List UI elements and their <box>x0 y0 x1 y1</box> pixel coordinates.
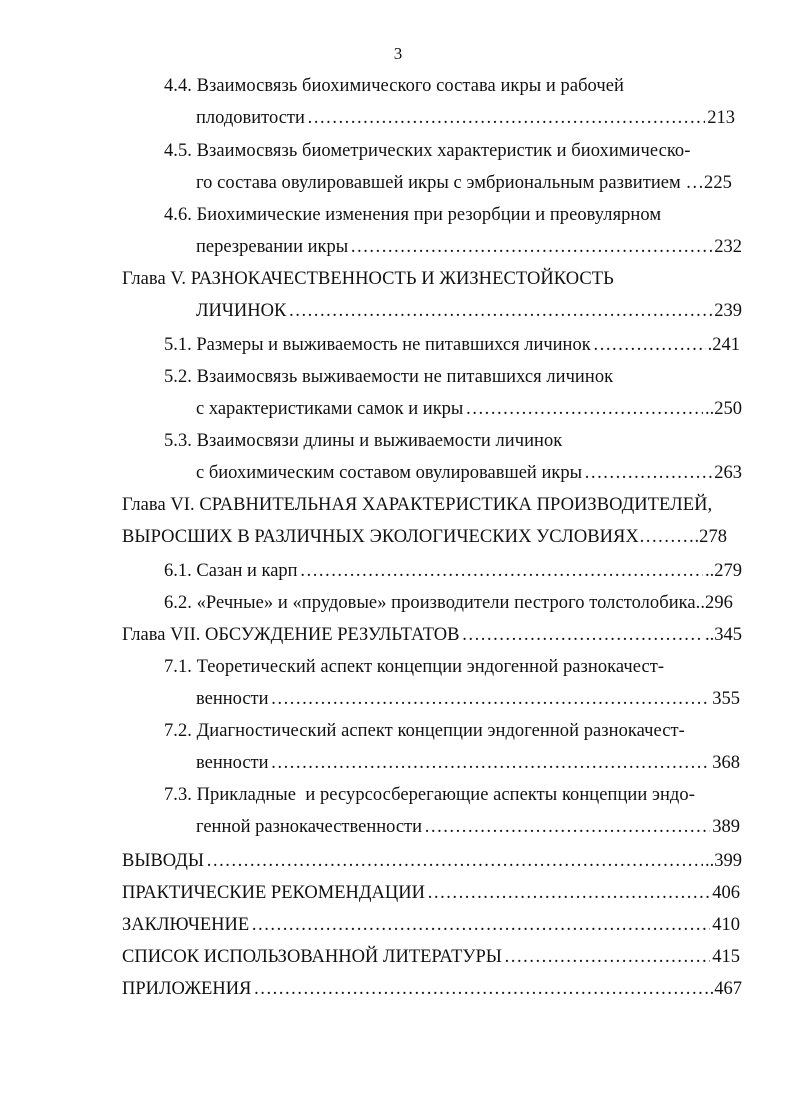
dot-leader <box>504 946 710 968</box>
toc-entry <box>164 334 740 356</box>
dot-leader <box>584 462 712 484</box>
toc-entry-page: 355 <box>712 689 740 709</box>
toc-entry-title: перезревании икры <box>196 237 349 257</box>
toc-entry <box>196 236 742 258</box>
dot-leader <box>461 624 703 646</box>
toc-entry-line: 4.6. Биохимические изменения при резорбции и преовулярном <box>164 205 662 225</box>
dot-leader <box>427 882 710 904</box>
toc-entry-page: ..250 <box>705 399 742 419</box>
toc-entry-page: ..279 <box>705 561 742 581</box>
toc-entry-page: ..345 <box>705 625 742 645</box>
toc-entry <box>122 882 740 904</box>
toc-entry-title: ПРИЛОЖЕНИЯ <box>122 979 252 999</box>
toc-entry-page: .467 <box>709 979 742 999</box>
dot-leader <box>300 560 703 582</box>
toc-entry-line: ВЫРОСШИХ В РАЗЛИЧНЫХ ЭКОЛОГИЧЕСКИХ УСЛОВИЯХ……….278 <box>122 527 728 547</box>
toc-entry-line: 4.5. Взаимосвязь биометрических характеристик и биохимическо- <box>164 141 691 161</box>
toc-entry <box>196 300 742 322</box>
toc-entry-page: ..399 <box>705 851 742 871</box>
toc-entry-page: .241 <box>707 335 740 355</box>
toc-entry-line: 7.1. Теоретический аспект концепции эндогенной разнокачест- <box>164 657 665 677</box>
toc-entry <box>122 850 742 872</box>
toc-entry-title: ЗАКЛЮЧЕНИЕ <box>122 915 250 935</box>
toc-entry-title: с биохимическим составом овулировавшей икры <box>196 463 583 483</box>
toc-entry-title: с характеристиками самок и икры <box>196 399 464 419</box>
toc-entry <box>122 978 742 1000</box>
toc-entry-page: 389 <box>712 817 740 837</box>
toc-entry <box>196 398 742 420</box>
toc-entry-page: 213 <box>707 108 735 128</box>
toc-entry-line: 5.3. Взаимосвязи длины и выживаемости личинок <box>164 431 563 451</box>
dot-leader <box>465 398 703 420</box>
toc-entry-title: венности <box>196 753 269 773</box>
toc-entry-line: 6.2. «Речные» и «прудовые» производители пестрого толстолобика..296 <box>164 593 733 613</box>
toc-entry-page: 415 <box>712 947 740 967</box>
toc-entry <box>196 688 740 710</box>
dot-leader <box>593 334 706 356</box>
toc-entry-line: го состава овулировавшей икры с эмбриональным развитием …225 <box>196 173 732 193</box>
page-number: 3 <box>393 44 403 63</box>
toc-entry-page: 368 <box>712 753 740 773</box>
toc-entry-title: ПРАКТИЧЕСКИЕ РЕКОМЕНДАЦИИ <box>122 883 425 903</box>
toc-entry-page: 263 <box>714 463 742 483</box>
dot-leader <box>350 236 712 258</box>
toc-entry-line: 7.3. Прикладные и ресурсосберегающие аспекты концепции эндо- <box>164 785 695 805</box>
toc-entry <box>196 752 740 774</box>
toc-entry-title: 6.1. Сазан и карп <box>164 561 298 581</box>
toc-entry-page: 406 <box>712 883 740 903</box>
dot-leader <box>288 300 712 322</box>
dot-leader <box>424 816 710 838</box>
toc-entry <box>196 816 740 838</box>
dot-leader <box>253 978 707 1000</box>
toc-entry-page: 239 <box>714 301 742 321</box>
dot-leader <box>251 914 710 936</box>
toc-entry-title: венности <box>196 689 269 709</box>
toc-entry <box>196 107 735 129</box>
toc-entry-title: ЛИЧИНОК <box>196 301 287 321</box>
toc-entry-line: 5.2. Взаимосвязь выживаемости не питавшихся личинок <box>164 367 614 387</box>
toc-entry-title: плодовитости <box>196 108 305 128</box>
toc-entry-line: 4.4. Взаимосвязь биохимического состава икры и рабочей <box>164 76 624 96</box>
toc-entry-title: СПИСОК ИСПОЛЬЗОВАННОЙ ЛИТЕРАТУРЫ <box>122 947 502 967</box>
dot-leader <box>271 688 711 710</box>
dot-leader <box>206 850 703 872</box>
toc-entry-line: Глава VI. СРАВНИТЕЛЬНАЯ ХАРАКТЕРИСТИКА ПРОИЗВОДИТЕЛЕЙ, <box>122 495 713 515</box>
toc-entry <box>122 624 742 646</box>
toc-entry <box>122 914 740 936</box>
toc-entry-title: ВЫВОДЫ <box>122 851 205 871</box>
toc-entry <box>164 560 742 582</box>
toc-entry <box>122 946 740 968</box>
toc-entry-title: генной разнокачественности <box>196 817 423 837</box>
toc-entry-page: 232 <box>714 237 742 257</box>
dot-leader <box>271 752 711 774</box>
dot-leader <box>307 107 705 129</box>
toc-entry-line: Глава V. РАЗНОКАЧЕСТВЕННОСТЬ И ЖИЗНЕСТОЙКОСТЬ <box>122 269 614 289</box>
toc-entry-line: 7.2. Диагностический аспект концепции эндогенной разнокачест- <box>164 721 685 741</box>
toc-entry-title: Глава VII. ОБСУЖДЕНИЕ РЕЗУЛЬТАТОВ <box>122 625 460 645</box>
toc-entry-page: 410 <box>712 915 740 935</box>
toc-entry-title: 5.1. Размеры и выживаемость не питавшихся личинок <box>164 335 591 355</box>
toc-entry <box>196 462 742 484</box>
